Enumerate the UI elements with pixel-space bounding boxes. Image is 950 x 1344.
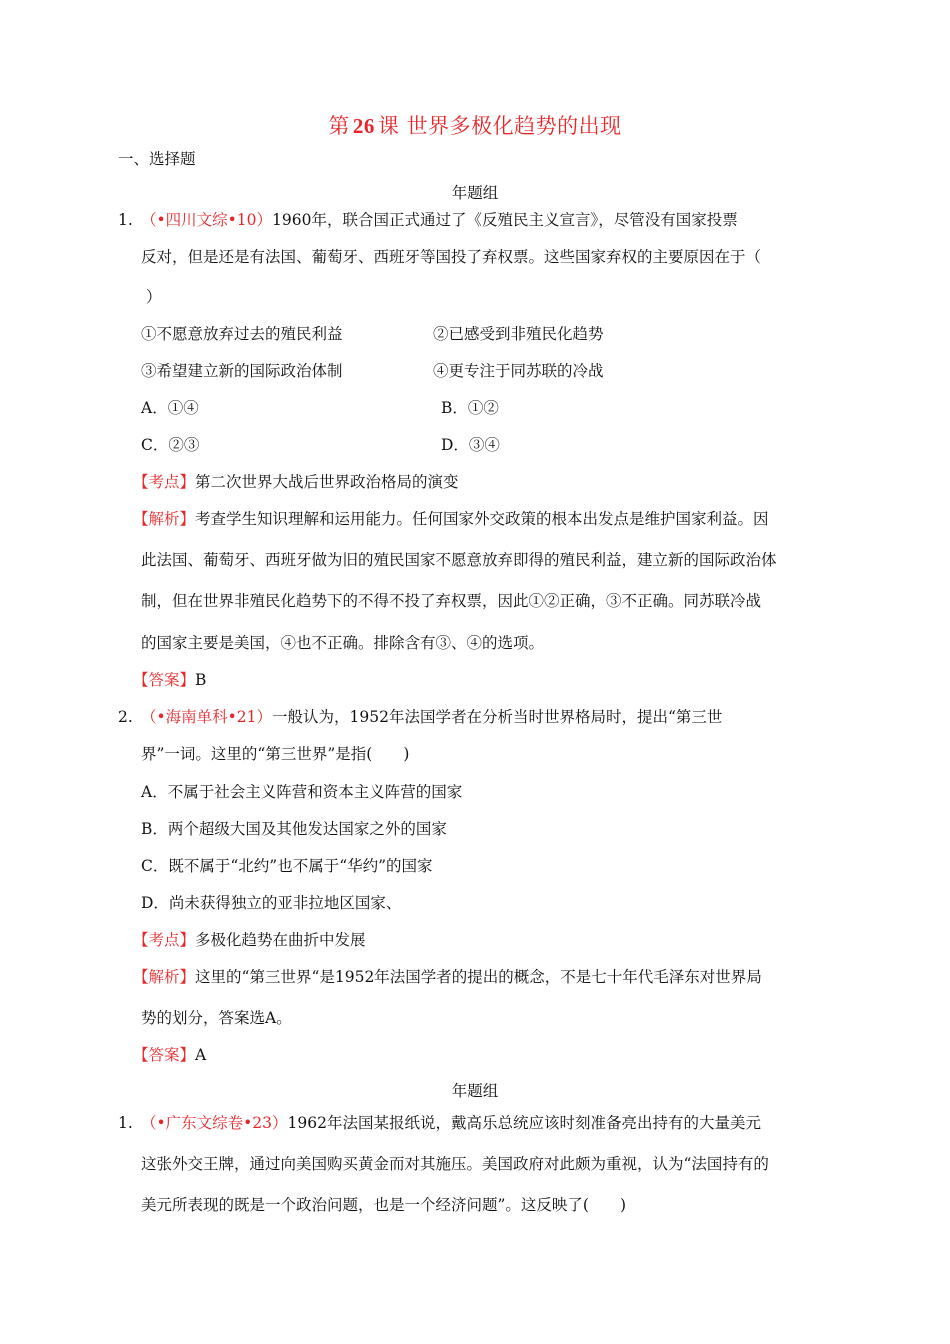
question-number: 2.	[118, 708, 133, 726]
question-source: （•广东文综卷•23）	[141, 1114, 288, 1132]
section-heading: 一、选择题	[118, 150, 196, 168]
kaodian: 【考点】第二次世界大战后世界政治格局的演变	[133, 473, 459, 491]
question-stem-line: ）	[146, 288, 162, 306]
option-a: A．不属于社会主义阵营和资本主义阵营的国家	[141, 783, 463, 801]
question-stem-line: 界”一词。这里的“第三世界”是指( )	[141, 745, 410, 763]
option-b: B．①②	[441, 399, 499, 417]
question-stem-line: 这张外交王牌，通过向美国购买黄金而对其施压。美国政府对此颇为重视，认为“法国持有的	[141, 1155, 769, 1173]
statement-item: ③希望建立新的国际政治体制	[141, 362, 343, 380]
jiexi: 【解析】考查学生知识理解和运用能力。任何国家外交政策的根本出发点是维护国家利益。因	[133, 510, 769, 528]
question-stem-line: （•四川文综•10）1960年，联合国正式通过了《反殖民主义宣言》，尽管没有国家投票	[141, 211, 738, 229]
answer: 【答案】B	[133, 671, 207, 689]
statement-item: ②已感受到非殖民化趋势	[433, 325, 604, 343]
statement-item: ④更专注于同苏联的冷战	[433, 362, 604, 380]
question-stem-line: （•广东文综卷•23）1962年法国某报纸说，戴高乐总统应该时刻准备亮出持有的大量美元	[141, 1114, 761, 1132]
question-stem-line: 反对，但是还是有法国、葡萄牙、西班牙等国投了弃权票。这些国家弃权的主要原因在于（	[141, 248, 762, 266]
question-stem-line: （•海南单科•21）一般认为，1952年法国学者在分析当时世界格局时，提出“第三世	[141, 708, 723, 726]
option-d: D．③④	[441, 436, 500, 454]
statement-item: ①不愿意放弃过去的殖民利益	[141, 325, 343, 343]
option-b: B．两个超级大国及其他发达国家之外的国家	[141, 820, 447, 838]
question-stem-line: 美元所表现的既是一个政治问题，也是一个经济问题”。这反映了( )	[141, 1196, 627, 1214]
question-source: （•海南单科•21）	[141, 708, 273, 726]
jiexi-line: 势的划分，答案选A。	[141, 1009, 292, 1027]
jiexi-line: 此法国、葡萄牙、西班牙做为旧的殖民国家不愿意放弃即得的殖民利益，建立新的国际政治体	[141, 551, 777, 569]
option-d: D．尚未获得独立的亚非拉地区国家、	[141, 894, 402, 912]
option-c: C．②③	[141, 436, 200, 454]
option-a: A．①④	[141, 399, 199, 417]
jiexi: 【解析】这里的“第三世界“是1952年法国学者的提出的概念，不是七十年代毛泽东对世界局	[133, 968, 762, 986]
kaodian: 【考点】多极化趋势在曲折中发展	[133, 931, 366, 949]
option-c: C．既不属于“北约”也不属于“华约”的国家	[141, 857, 433, 875]
jiexi-line: 制，但在世界非殖民化趋势下的不得不投了弃权票，因此①②正确，③不正确。同苏联冷战	[141, 592, 762, 610]
question-source: （•四川文综•10）	[141, 211, 273, 229]
question-number: 1.	[118, 1114, 133, 1132]
question-number: 1.	[118, 211, 133, 229]
group-heading: 年题组	[451, 184, 499, 202]
answer: 【答案】A	[133, 1046, 207, 1064]
jiexi-line: 的国家主要是美国，④也不正确。排除含有③、④的选项。	[141, 634, 545, 652]
group-heading: 年题组	[451, 1082, 499, 1100]
page-title: 第 26 课 世界多极化趋势的出现	[328, 114, 622, 138]
